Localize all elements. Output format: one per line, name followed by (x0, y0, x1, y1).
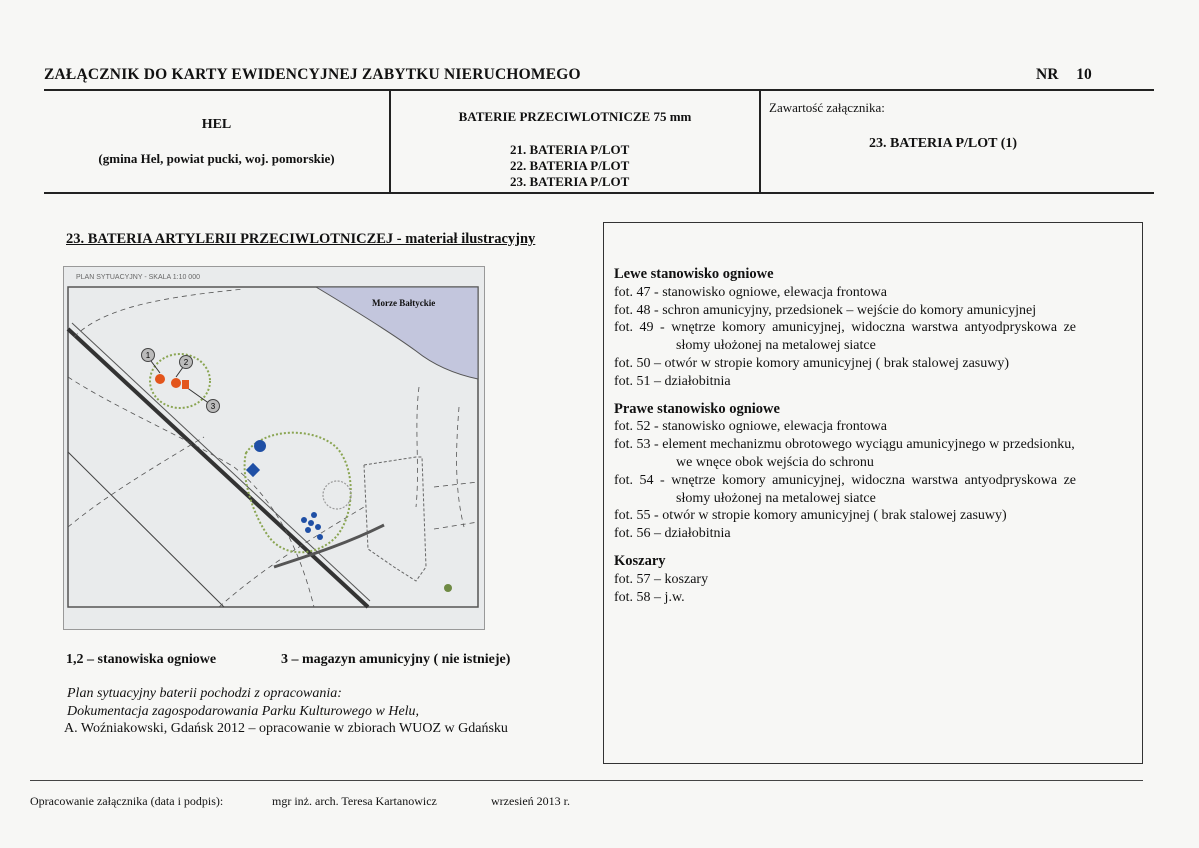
site-plan-drawing (64, 267, 484, 629)
object-item: 23. BATERIA P/LOT (510, 174, 630, 189)
nr-label: NR (1036, 66, 1059, 83)
marker-1-label: 1 (145, 351, 151, 360)
header-divider-1 (389, 90, 391, 193)
photo-item: fot. 58 – j.w. (614, 589, 685, 605)
photo-item: fot. 51 – działobitnia (614, 373, 731, 389)
photo-item-continued: we wnęce obok wejścia do schronu (676, 454, 874, 470)
object-list (510, 142, 629, 190)
gun-position-1 (155, 374, 165, 384)
nr-value: 10 (1076, 66, 1092, 83)
source-line-2: Dokumentacja zagospodarowania Parku Kulturowego w Helu, (67, 703, 420, 719)
document-title: ZAŁĄCZNIK DO KARTY EWIDENCYJNEJ ZABYTKU NIERUCHOMEGO (44, 66, 581, 83)
contents-label: Zawartość załącznika: (769, 100, 885, 115)
photo-item: fot. 55 - otwór w stropie komory amunicyjnej ( brak stalowej zasuwy) (614, 508, 1007, 524)
blue-object-circle (254, 440, 266, 452)
place-name: HEL (201, 117, 232, 132)
marker-2-label: 2 (183, 358, 189, 367)
sea-label: Morze Bałtyckie (372, 298, 436, 308)
barracks-heading: Koszary (614, 552, 666, 569)
footer-date: wrzesień 2013 r. (491, 794, 570, 808)
gun-position-2 (171, 378, 181, 388)
photo-item: fot. 57 – koszary (614, 571, 709, 587)
photo-list (614, 266, 1131, 606)
object-item: 21. BATERIA P/LOT (510, 142, 630, 157)
place-location: (gmina Hel, powiat pucki, woj. pomorskie) (98, 151, 335, 166)
photo-item: fot. 47 - stanowisko ogniowe, elewacja frontowa (614, 284, 887, 300)
photo-item: fot. 56 – działobitnia (614, 526, 731, 542)
legend-item-1: 1,2 – stanowiska ogniowe (66, 652, 217, 667)
photo-item: fot. 54 - wnętrze komory amunicyjnej, widoczna warstwa antyodpryskowa ze (614, 472, 1077, 488)
green-marker (444, 584, 452, 592)
footer-author: mgr inż. arch. Teresa Kartanowicz (272, 794, 437, 808)
footer-label: Opracowanie załącznika (data i podpis): (30, 794, 224, 808)
header-top-rule (44, 89, 1154, 91)
source-line-3: A. Woźniakowski, Gdańsk 2012 – opracowanie w zbiorach WUOZ w Gdańsku (64, 721, 508, 736)
marker-3-label: 3 (210, 402, 216, 411)
photo-item-continued: słomy ułożonej na metalowej siatce (676, 490, 876, 506)
contents-value: 23. BATERIA P/LOT (1) (868, 136, 1018, 151)
photo-item: fot. 53 - element mechanizmu obrotowego wyciągu amunicyjnego w przedsionku, (614, 437, 1075, 453)
photo-item-continued: słomy ułożonej na metalowej siatce (676, 338, 876, 354)
right-position-heading: Prawe stanowisko ogniowe (614, 400, 780, 417)
header-bottom-rule (44, 192, 1154, 194)
site-plan-map (63, 266, 485, 630)
photo-item: fot. 48 - schron amunicyjny, przedsionek – wejście do komory amunicyjnej (614, 302, 1037, 318)
section-heading: 23. BATERIA ARTYLERII PRZECIWLOTNICZEJ - materiał ilustracyjny (66, 231, 536, 247)
source-line-1: Plan sytuacyjny baterii pochodzi z opracowania: (67, 686, 342, 701)
map-caption: PLAN SYTUACYJNY - SKALA 1:10 000 (76, 274, 200, 281)
footer-rule (30, 780, 1143, 781)
object-title: BATERIE PRZECIWLOTNICZE 75 mm (458, 109, 692, 124)
source-note (64, 685, 508, 738)
photo-item: fot. 52 - stanowisko ogniowe, elewacja frontowa (614, 419, 887, 435)
photo-item: fot. 50 – otwór w stropie komory amunicyjnej ( brak stalowej zasuwy) (614, 355, 1010, 371)
object-item: 22. BATERIA P/LOT (510, 158, 630, 173)
ammunition-store (182, 380, 189, 389)
left-position-heading: Lewe stanowisko ogniowe (614, 266, 774, 282)
document-number (1036, 66, 1092, 84)
legend-item-2: 3 – magazyn amunicyjny ( nie istnieje) (281, 652, 511, 667)
photo-item: fot. 49 - wnętrze komory amunicyjnej, widoczna warstwa antyodpryskowa ze (614, 320, 1077, 336)
